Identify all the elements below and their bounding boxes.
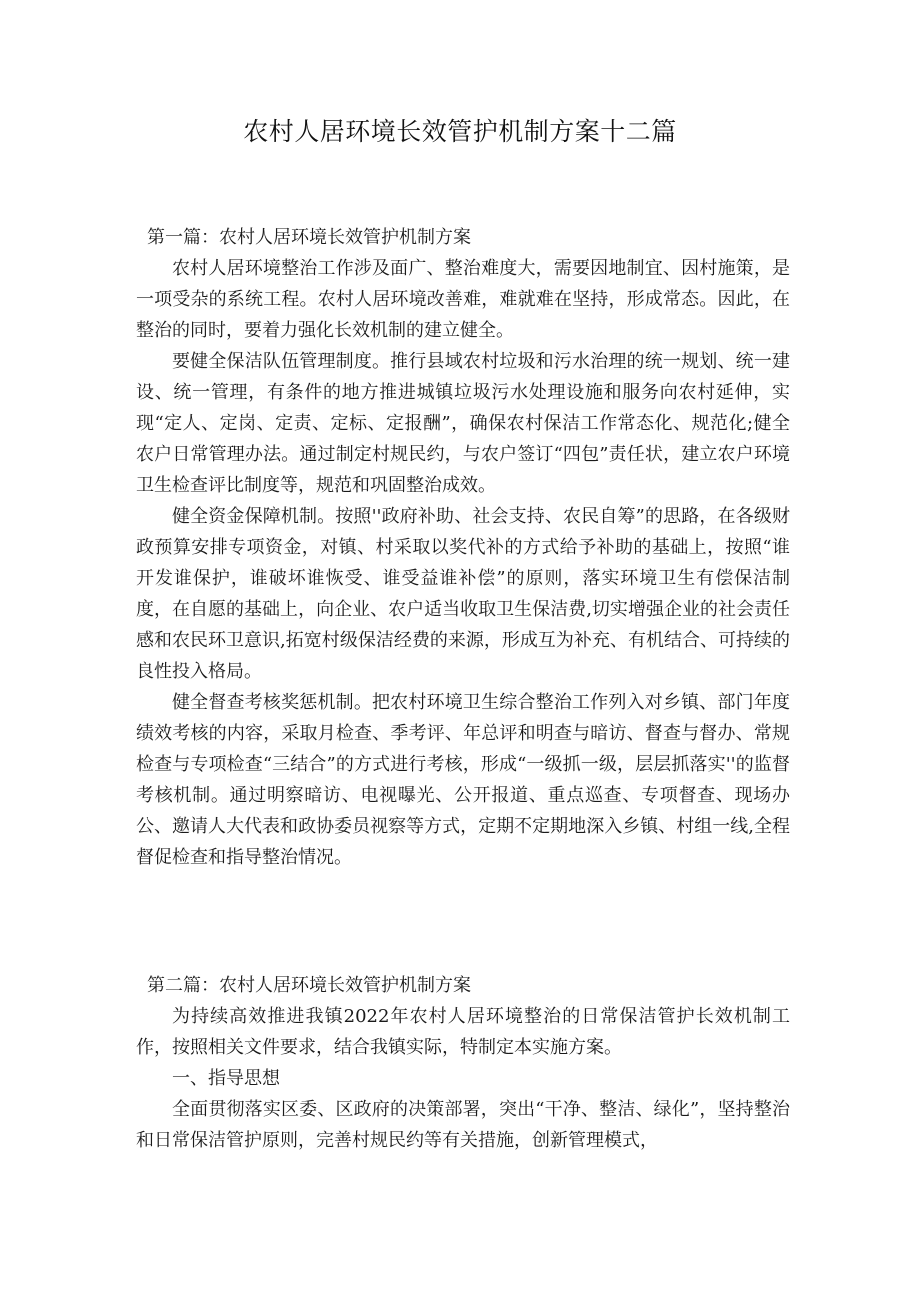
section-two-subheading: 一、指导思想 [172, 1068, 280, 1089]
section-one-paragraph-2: 要健全保洁队伍管理制度。推行县域农村垃圾和污水治理的统一规划、统一建设、统一管理，有条件的地方推进城镇垃圾污水处理设施和服务向农村延伸，实现“定人、定岗、定责、定标、定报酬”，确保农村保洁工作常态化、规范化;健全农户日常管理办法。通过制定村规民约，与农户签订“四包”责任状，建立农户环境卫生检查评比制度等，规范和巩固整治成效。 [136, 351, 790, 496]
section-two-intro: 为持续高效推进我镇2022年农村人居环境整治的日常保洁管护长效机制工作，按照相关文件要求，结合我镇实际，特制定本实施方案。 [136, 1006, 790, 1058]
section-two-heading: 第二篇：农村人居环境长效管护机制方案 [147, 975, 471, 996]
document-title: 农村人居环境长效管护机制方案十二篇 [243, 117, 677, 146]
section-one [136, 222, 790, 873]
section-two-paragraph: 全面贯彻落实区委、区政府的决策部署，突出“干净、整洁、绿化”，坚持整治和日常保洁管护原则，完善村规民约等有关措施，创新管理模式， [136, 1099, 790, 1151]
section-one-paragraph-4: 健全督查考核奖惩机制。把农村环境卫生综合整治工作列入对乡镇、部门年度绩效考核的内容，采取月检查、季考评、年总评和明查与暗访、督查与督办、常规检查与专项检查“三结合”的方式进行考核，形成“一级抓一级，层层抓落实''的监督考核机制。通过明察暗访、电视曝光、公开报道、重点巡查、专项督查、现场办公、邀请人大代表和政协委员视察等方式，定期不定期地深入乡镇、村组一线,全程督促检查和指导整治情况。 [136, 692, 790, 868]
section-one-paragraph-3: 健全资金保障机制。按照''政府补助、社会支持、农民自筹”的思路，在各级财政预算安排专项资金，对镇、村采取以奖代补的方式给予补助的基础上，按照“谁开发谁保护，谁破坏谁恢受、谁受益谁补偿”的原则，落实环境卫生有偿保洁制度，在自愿的基础上，向企业、农户适当收取卫生保洁费,切实增强企业的社会责任感和农民环卫意识,拓宽村级保洁经费的来源，形成互为补充、有机结合、可持续的良性投入格局。 [136, 506, 790, 682]
section-two [136, 970, 790, 1156]
section-one-heading: 第一篇：农村人居环境长效管护机制方案 [147, 227, 471, 248]
section-one-paragraph-1: 农村人居环境整治工作涉及面广、整治难度大，需要因地制宜、因村施策，是一项受杂的系统工程。农村人居环境改善难，难就难在坚持，形成常态。因此，在整治的同时，要着力强化长效机制的建立健全。 [136, 258, 790, 341]
